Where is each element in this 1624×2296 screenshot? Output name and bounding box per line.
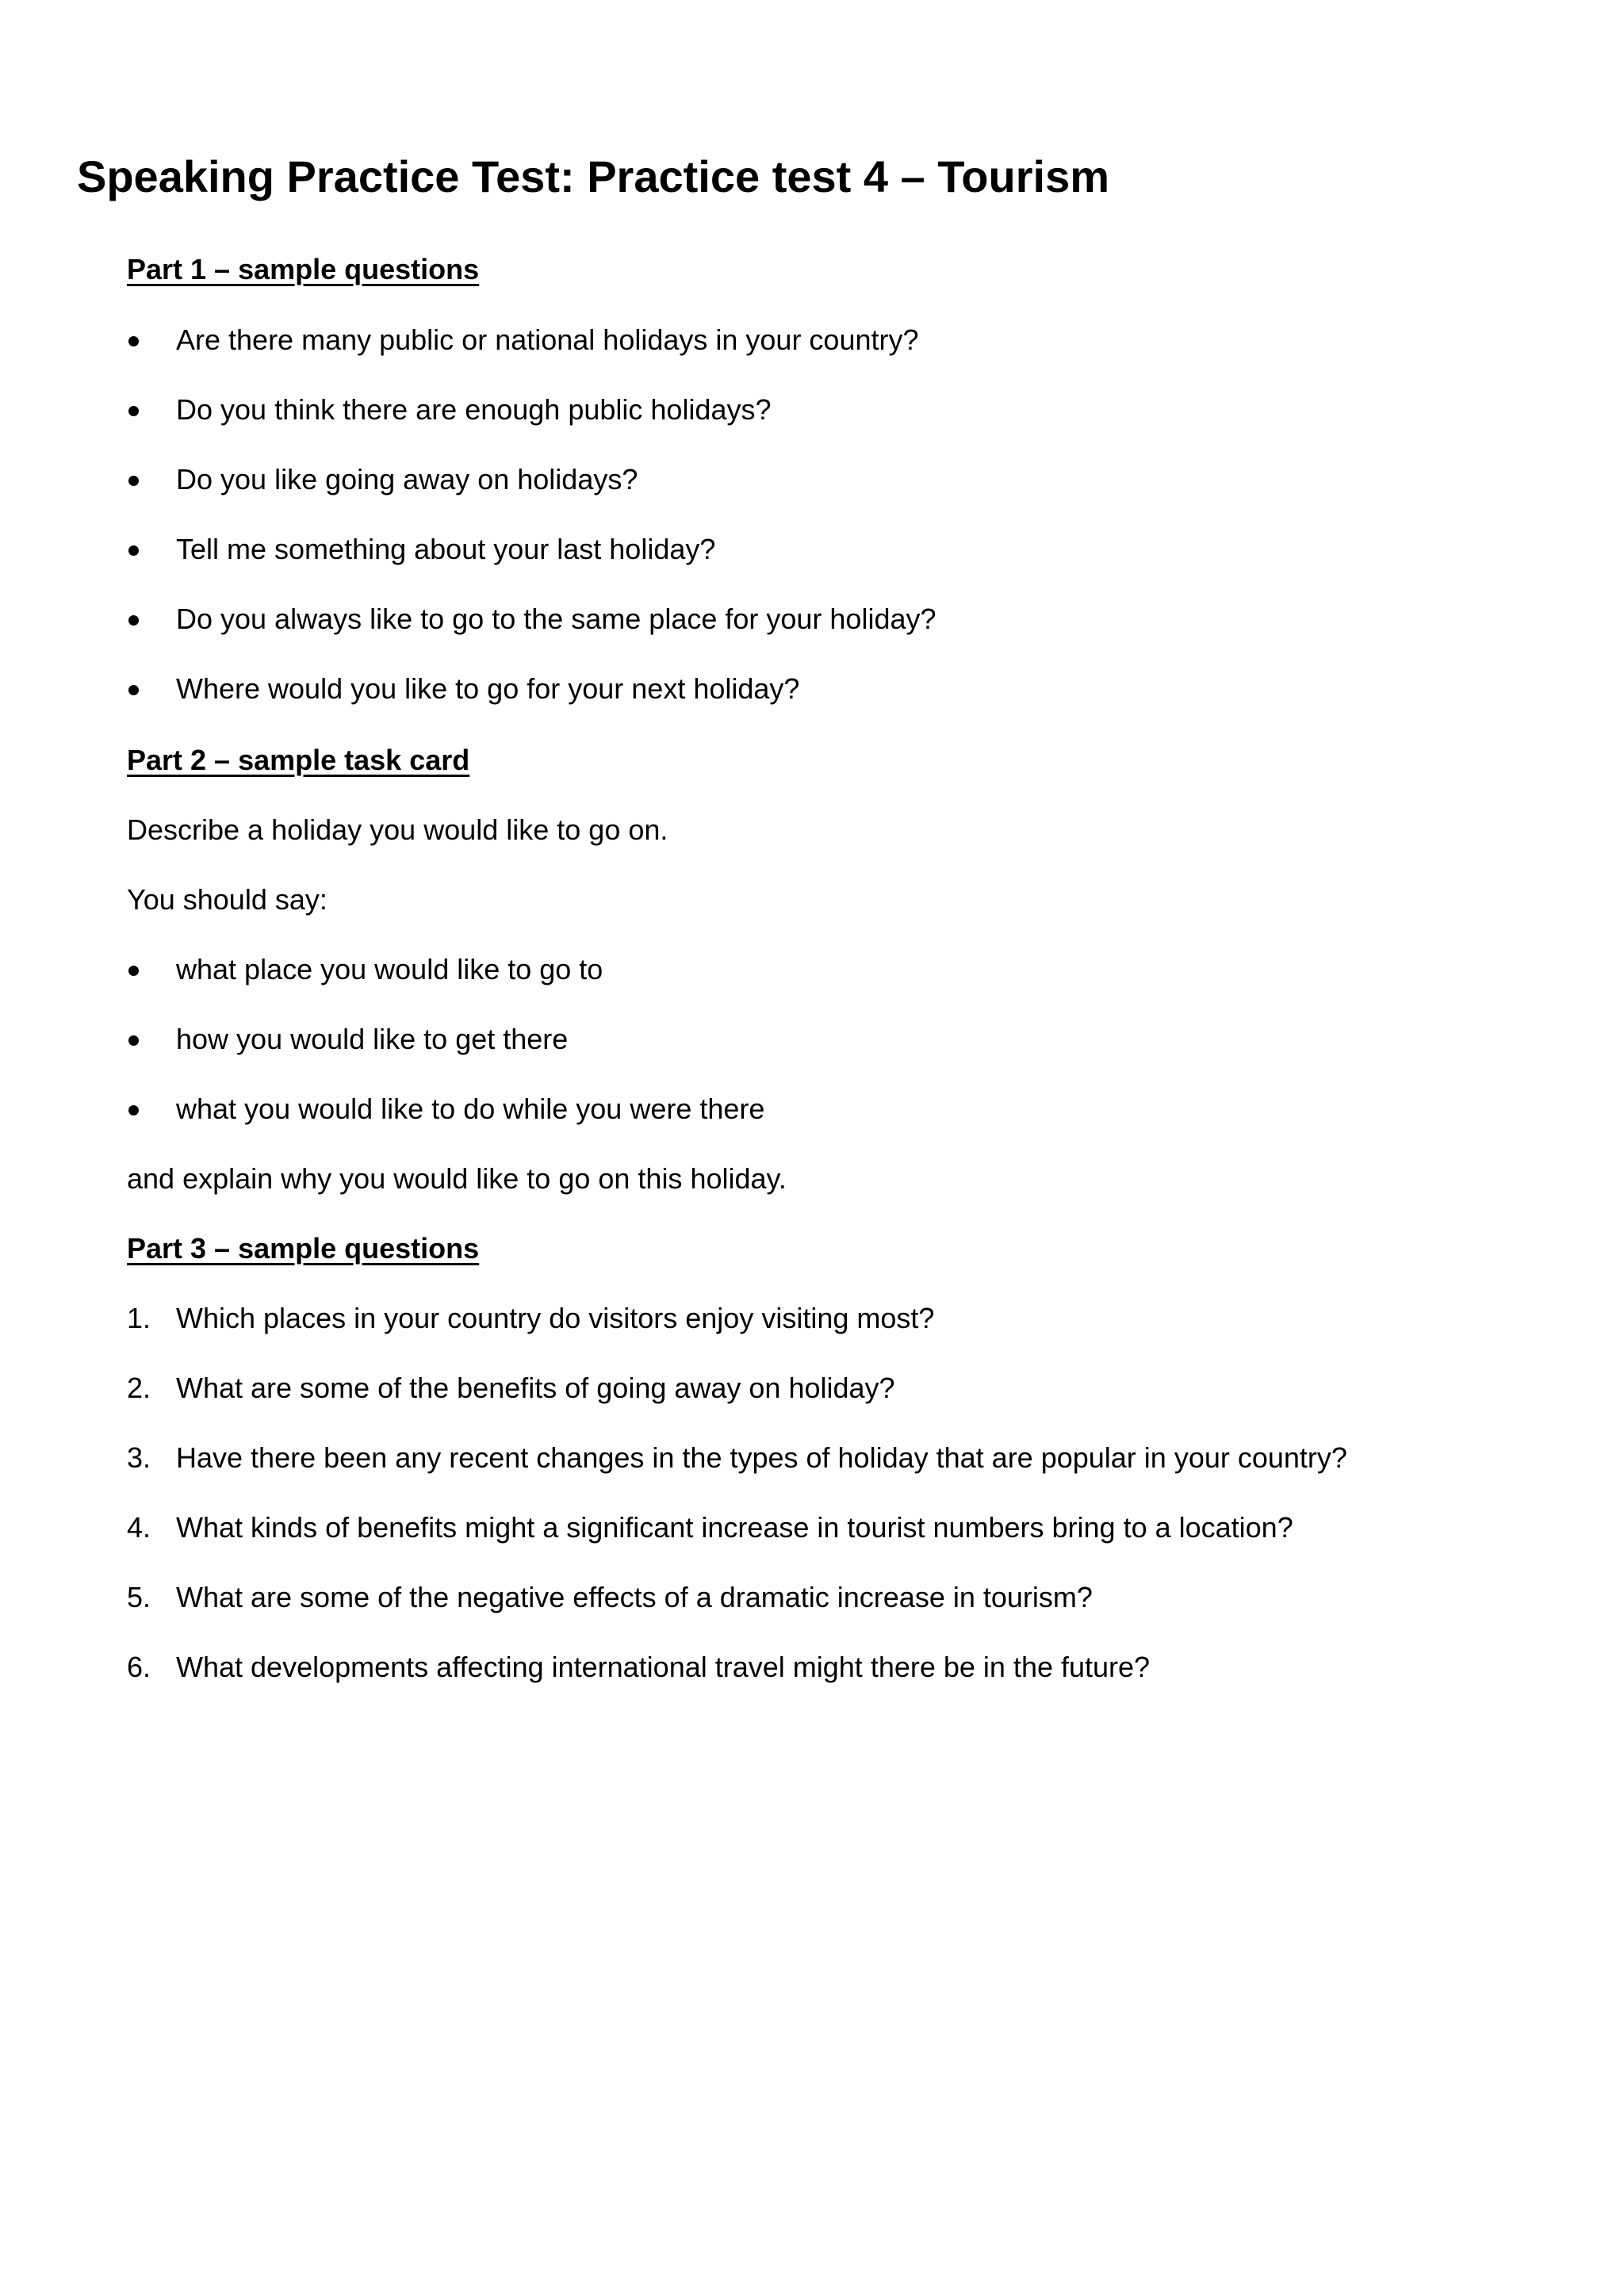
bullet-icon	[128, 966, 139, 976]
part1-question: Do you always like to go to the same place for your holiday?	[176, 603, 936, 635]
bullet-icon	[128, 336, 139, 346]
task-card-closing: and explain why you would like to go on this holiday.	[127, 1162, 787, 1195]
part2-heading: Part 2 – sample task card	[127, 744, 470, 776]
bullet-icon	[128, 615, 139, 626]
part1-question: Tell me something about your last holiday?	[176, 533, 716, 565]
question-number: 6.	[127, 1651, 151, 1683]
bullet-icon	[128, 406, 139, 416]
part3-question: What kinds of benefits might a significant increase in tourist numbers bring to a location?	[176, 1511, 1293, 1544]
part3-question: What are some of the negative effects of a dramatic increase in tourism?	[176, 1581, 1093, 1613]
bullet-icon	[128, 685, 139, 695]
part3-question: What developments affecting international travel might there be in the future?	[176, 1651, 1151, 1683]
bullet-icon	[128, 1105, 139, 1115]
part3-heading: Part 3 – sample questions	[127, 1232, 480, 1265]
part1-heading: Part 1 – sample questions	[127, 253, 480, 285]
part3-question: What are some of the benefits of going away on holiday?	[176, 1372, 895, 1404]
bullet-icon	[128, 476, 139, 486]
part1-question: Are there many public or national holidays in your country?	[176, 323, 919, 356]
part3-question: Which places in your country do visitors enjoy visiting most?	[176, 1302, 935, 1334]
task-card-lead: You should say:	[127, 883, 327, 916]
question-number: 3.	[127, 1441, 151, 1474]
part1-question: Do you think there are enough public holidays?	[176, 393, 772, 426]
bullet-icon	[128, 1035, 139, 1046]
question-number: 5.	[127, 1581, 151, 1613]
task-card-point: what you would like to do while you were there	[176, 1093, 765, 1125]
part1-question: Where would you like to go for your next holiday?	[176, 672, 800, 705]
question-number: 1.	[127, 1302, 151, 1334]
question-number: 4.	[127, 1511, 151, 1544]
task-card-point: what place you would like to go to	[176, 953, 603, 985]
task-card-point: how you would like to get there	[176, 1023, 569, 1055]
part1-question: Do you like going away on holidays?	[176, 463, 638, 496]
part3-question: Have there been any recent changes in the types of holiday that are popular in your country?	[176, 1441, 1347, 1474]
page-title: Speaking Practice Test: Practice test 4 – Tourism	[77, 151, 1109, 201]
task-card-prompt: Describe a holiday you would like to go on.	[127, 813, 668, 846]
bullet-icon	[128, 545, 139, 556]
question-number: 2.	[127, 1372, 151, 1404]
